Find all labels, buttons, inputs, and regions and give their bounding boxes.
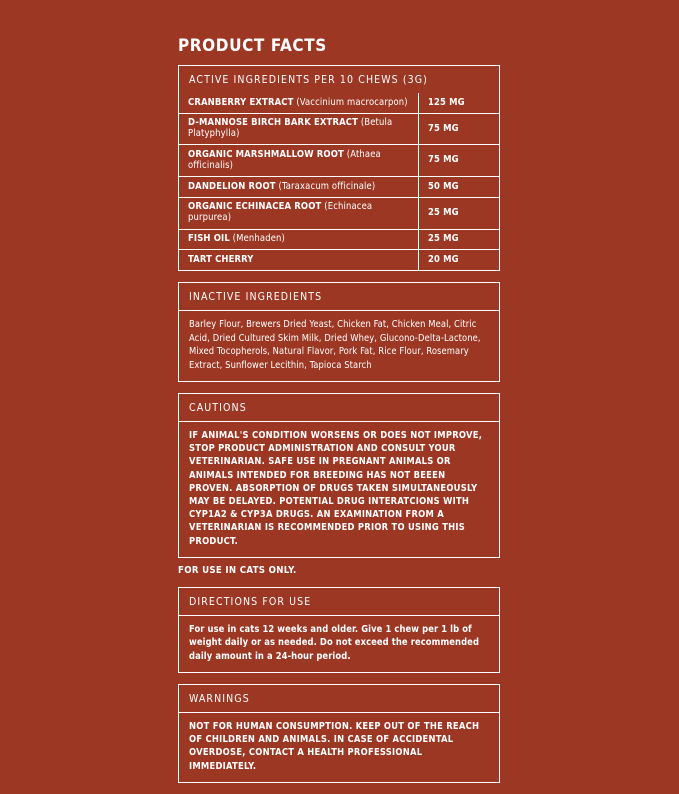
ingredient-amount: 25 MG	[419, 229, 500, 250]
ingredient-name	[179, 197, 419, 229]
ingredient-amount: 75 MG	[419, 113, 500, 145]
ingredient-latin-name: (Echinacea purpurea)	[188, 201, 373, 224]
ingredient-latin-name: (Betula Platyphylla)	[188, 117, 393, 140]
cautions-panel	[178, 393, 500, 558]
ingredient-common-name: TART CHERRY	[188, 253, 254, 265]
ingredient-amount: 125 MG	[419, 93, 500, 113]
table-row	[179, 177, 499, 198]
ingredient-common-name: DANDELION ROOT	[188, 180, 276, 192]
warnings-text: NOT FOR HUMAN CONSUMPTION. KEEP OUT OF THE REACH OF CHILDREN AND ANIMALS. IN CASE OF ACCIDENTAL OVERDOSE, CONTACT A HEALTH PROFESSIONAL IMMEDIATELY.	[189, 721, 480, 772]
ingredient-name	[179, 229, 419, 250]
active-ingredients-table	[179, 93, 499, 270]
table-row	[179, 93, 499, 113]
ingredient-common-name: ORGANIC ECHINACEA ROOT	[188, 201, 322, 213]
inactive-ingredients-text: Barley Flour, Brewers Dried Yeast, Chicken Fat, Chicken Meal, Citric Acid, Dried Cultured Skim Milk, Dried Whey, Glucono-Delta-Lactone, Mixed Tocopherols, Natural Flavor, Pork Fat, Rice Flour, Rosemary Extract, Sunflower Lecithin, Tapioca Starch	[189, 319, 481, 371]
directions-panel	[178, 587, 500, 673]
ingredient-name	[179, 250, 419, 270]
directions-header: DIRECTIONS FOR USE	[189, 595, 312, 608]
ingredient-amount: 50 MG	[419, 177, 500, 198]
table-row	[179, 197, 499, 229]
cautions-header: CAUTIONS	[189, 402, 247, 414]
table-row	[179, 250, 499, 270]
warnings-header: WARNINGS	[189, 693, 250, 706]
ingredient-common-name: CRANBERRY EXTRACT	[188, 96, 294, 108]
cats-only-note: FOR USE IN CATS ONLY.	[178, 564, 297, 576]
inactive-ingredients-header: INACTIVE INGREDIENTS	[189, 291, 323, 304]
ingredient-latin-name: (Athaea officinalis)	[188, 148, 381, 171]
ingredient-name	[179, 177, 419, 198]
ingredient-latin-name: (Vaccinium macrocarpon)	[293, 96, 408, 108]
ingredient-name	[179, 145, 419, 177]
cautions-text: IF ANIMAL'S CONDITION WORSENS OR DOES NOT IMPROVE, STOP PRODUCT ADMINISTRATION AND CONSULT YOUR VETERINARIAN. SAFE USE IN PREGNANT ANIMALS OR ANIMALS INTENDED FOR BREEDING HAS NOT BEEEN PROVEN. ABSORPTION OF DRUGS TAKEN SIMULTANEOUSLY MAY BE DELAYED. POTENTIAL DRUG INTERATCIONS WITH CYP1A2 & CYP3A DRUGS. AN EXAMINATION FROM A VETERINARIAN IS RECOMMENDED PRIOR TO USING THIS PRODUCT.	[189, 430, 483, 547]
active-ingredients-header: ACTIVE INGREDIENTS PER 10 CHEWS (3G)	[189, 74, 428, 86]
ingredient-latin-name: (Taraxacum officinale)	[275, 180, 376, 192]
ingredient-common-name: FISH OIL	[188, 233, 230, 244]
label-content	[178, 36, 500, 794]
table-row	[179, 113, 499, 145]
table-row	[179, 229, 499, 250]
ingredient-latin-name: (Menhaden)	[229, 233, 285, 244]
page-title: PRODUCT FACTS	[178, 36, 327, 56]
table-row	[179, 145, 499, 177]
ingredient-common-name: ORGANIC MARSHMALLOW ROOT	[188, 148, 344, 160]
ingredient-common-name: D-MANNOSE BIRCH BARK EXTRACT	[188, 117, 359, 129]
active-ingredients-panel	[178, 65, 500, 271]
ingredient-name	[179, 113, 419, 145]
ingredient-amount: 75 MG	[419, 145, 500, 177]
ingredient-amount: 25 MG	[419, 197, 500, 229]
inactive-ingredients-panel	[178, 282, 500, 382]
directions-text: For use in cats 12 weeks and older. Give 1 chew per 1 lb of weight daily or as needed. Do not exceed the recommended daily amount in a 24-hour period.	[189, 623, 480, 662]
ingredient-name	[179, 93, 419, 113]
ingredient-amount: 20 MG	[419, 250, 500, 270]
warnings-panel	[178, 684, 500, 783]
